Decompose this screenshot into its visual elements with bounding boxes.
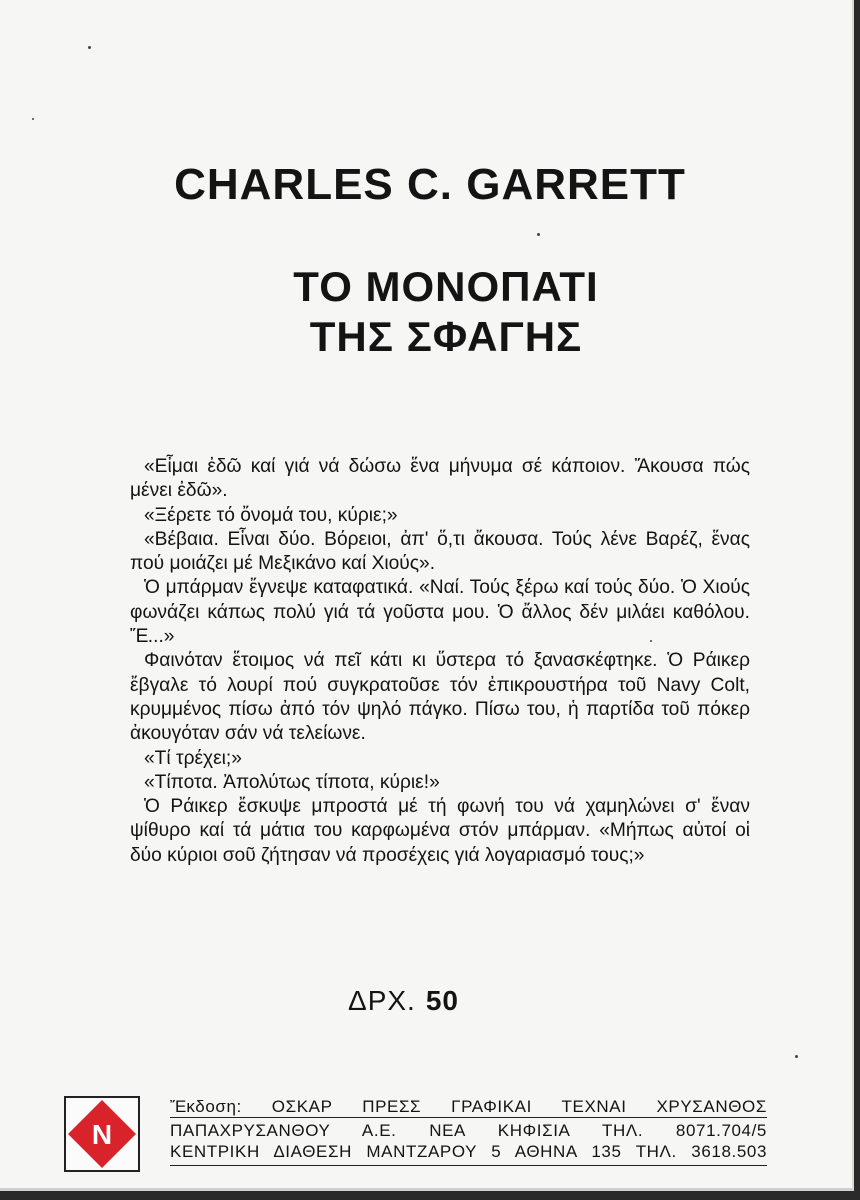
price	[348, 985, 459, 1017]
excerpt-paragraph: Ὁ Ράικερ ἔσκυψε μπροστά μέ τή φωνή του νά χαμηλώνει σ' ἕναν ψίθυρο καί τά μάτια του καρφωμένα στόν μπάρμαν. «Μήπως αὐτοί οἱ δύο κύριοι σοῦ ζήτησαν νά προσέχεις γιά λογαριασμό τους;»	[130, 796, 750, 866]
excerpt-paragraph: Ὁ μπάρμαν ἔγνεψε καταφατικά. «Ναί. Τούς ξέρω καί τούς δύο. Ὁ Χιούς φωνάζει κάπως πολύ γιά τά γοῦστα μου. Ὁ ἄλλος δέν μιλάει καθόλου. Ἔ...»	[130, 577, 750, 648]
book-title-line-1: ΤΟ ΜΟΝΟΠΑΤΙ	[293, 263, 599, 310]
author-name: CHARLES C. GARRETT	[174, 160, 686, 209]
print-speck	[537, 233, 540, 236]
print-speck	[32, 118, 34, 120]
excerpt-paragraph: «Εἶμαι ἐδῶ καί γιά νά δώσω ἕνα μήνυμα σέ κάποιον. Ἄκουσα πώς μένει ἐδῶ».	[130, 456, 750, 502]
publisher-line-3: ΚΕΝΤΡΙΚΗ ΔΙΑΘΕΣΗ ΜΑΝΤΖΑΡΟΥ 5 ΑΘΗΝΑ 135 ΤΗΛ. 3618.503	[170, 1142, 767, 1161]
excerpt-paragraph: «Τίποτα. Ἀπολύτως τίποτα, κύριε!»	[144, 771, 440, 793]
print-speck	[795, 1055, 798, 1058]
divider	[170, 1117, 767, 1118]
excerpt-text	[130, 455, 750, 868]
octagon-n-icon	[66, 1098, 138, 1170]
price-label: ΔΡΧ.	[348, 985, 416, 1016]
publisher-line-2: ΠΑΠΑΧΡΥΣΑΝΘΟΥ Α.Ε. ΝΕΑ ΚΗΦΙΣΙΑ ΤΗΛ. 8071.704/5	[170, 1121, 767, 1140]
excerpt-paragraph: «Τί τρέχει;»	[144, 747, 242, 769]
publisher-line-1: Ἔκδοση: ΟΣΚΑΡ ΠΡΕΣΣ ΓΡΑΦΙΚΑΙ ΤΕΧΝΑΙ ΧΡΥΣΑΝΘΟΣ	[170, 1097, 767, 1116]
print-speck	[88, 46, 91, 49]
excerpt-paragraph: «Βέβαια. Εἶναι δύο. Βόρειοι, ἀπ' ὅ,τι ἄκουσα. Τούς λένε Βαρέζ, ἕνας πού μοιάζει μέ Μεξικάνο καί Χιούς».	[130, 528, 750, 575]
book-title-line-2: ΤΗΣ ΣΦΑΓΗΣ	[309, 313, 583, 360]
excerpt-paragraph: «Ξέρετε τό ὄνομά του, κύριε;»	[144, 504, 398, 526]
price-value: 50	[425, 985, 459, 1016]
book-title	[0, 262, 854, 362]
logo-letter: N	[91, 1119, 113, 1150]
publisher-logo	[64, 1096, 140, 1172]
excerpt-paragraph: Φαινόταν ἕτοιμος νά πεῖ κάτι κι ὕστερα τό ξανασκέφτηκε. Ὁ Ράικερ ἔβγαλε τό λουρί πού συγκρατοῦσε τόν ἐπικρουστήρα τοῦ Navy Colt, κρυμμένος πίσω ἀπό τόν ψηλό πάγκο. Πίσω του, ἡ παρτίδα τοῦ πόκερ ἀκουγόταν σάν νά τελείωνε.	[130, 650, 750, 745]
publisher-info	[170, 1096, 767, 1166]
divider	[170, 1165, 767, 1166]
